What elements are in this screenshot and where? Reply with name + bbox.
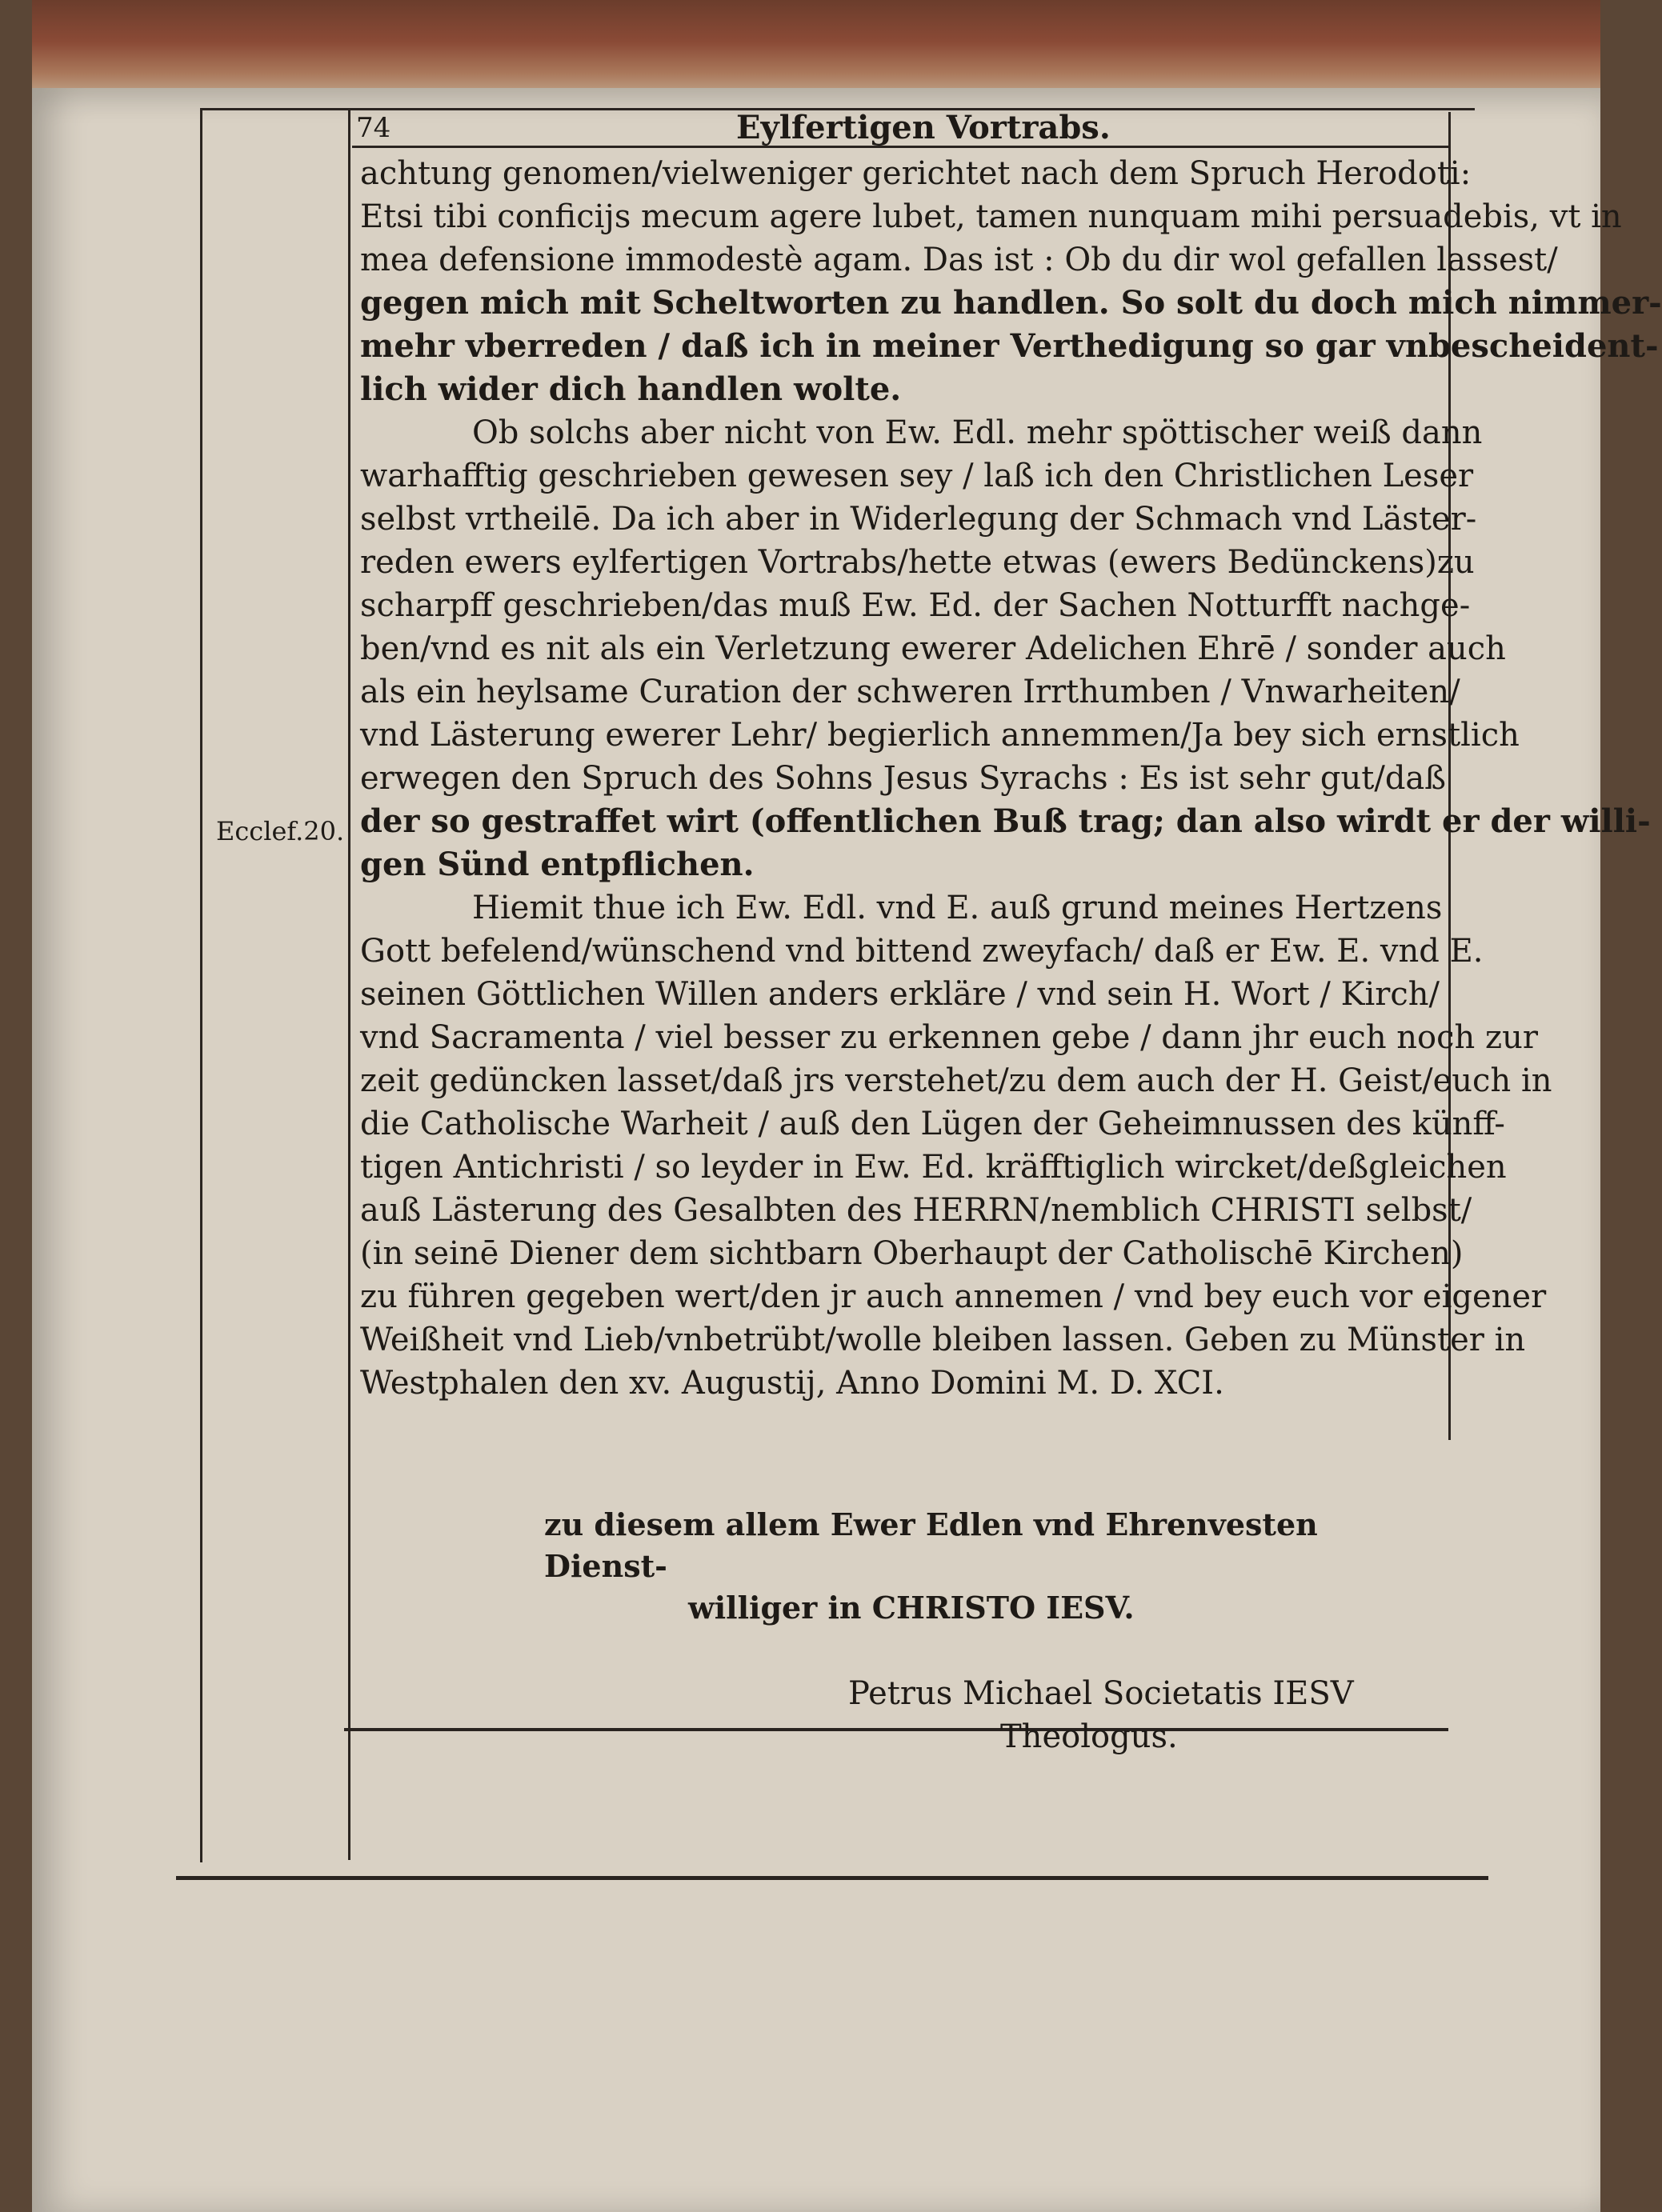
- text-line: Westphalen den xv. Augustij, Anno Domini M. D. XCI.: [360, 1365, 1224, 1402]
- text-line: zeit gedüncken lasset/daß jrs verstehet/zu dem auch der H. Geist/euch in: [360, 1062, 1552, 1099]
- text-line: Hiemit thue ich Ew. Edl. vnd E. auß grund meines Hertzens: [472, 890, 1443, 926]
- text-line: Gott befelend/wünschend vnd bittend zweyfach/ daß er Ew. E. vnd E.: [360, 933, 1484, 970]
- text-line: die Catholische Warheit / auß den Lügen der Geheimnussen des künff-: [360, 1106, 1505, 1142]
- text-line: gegen mich mit Scheltworten zu handlen. So solt du doch mich nimmer-: [360, 284, 1662, 322]
- text-line: Etsi tibi conficijs mecum agere lubet, tamen nunquam mihi persuadebis, vt in: [360, 198, 1622, 235]
- signature-title: Theologus.: [1000, 1718, 1178, 1755]
- margin-rule: [348, 108, 350, 1860]
- closing-formula: [544, 1504, 1424, 1629]
- closing-line: williger in CHRISTO IESV.: [688, 1590, 1135, 1626]
- body-text: [360, 152, 1662, 1405]
- text-line: mea defensione immodestè agam. Das ist : Ob du dir wol gefallen lassest/: [360, 242, 1558, 278]
- text-line: zu führen gegeben wert/den jr auch annemen / vnd bey euch vor eigener: [360, 1278, 1547, 1315]
- text-line: selbst vrtheilē. Da ich aber in Widerlegung der Schmach vnd Läster-: [360, 501, 1477, 538]
- outer-bottom-rule: [176, 1876, 1488, 1880]
- text-line: erwegen den Spruch des Sohns Jesus Syrachs : Es ist sehr gut/daß: [360, 760, 1446, 797]
- text-line: vnd Sacramenta / viel besser zu erkennen gebe / dann jhr euch noch zur: [360, 1019, 1538, 1056]
- text-line: seinen Göttlichen Willen anders erkläre / vnd sein H. Wort / Kirch/: [360, 976, 1440, 1013]
- text-line: gen Sünd entpflichen.: [360, 846, 755, 883]
- margin-note: Ecclef.20.: [216, 816, 345, 846]
- text-line: der so gestraffet wirt (offentlichen Buß trag; dan also wirdt er der willi-: [360, 802, 1651, 840]
- text-line: auß Lästerung des Gesalbten des HERRN/nemblich CHRISTI selbst/: [360, 1192, 1472, 1229]
- signature: [848, 1672, 1354, 1758]
- text-line: scharpff geschrieben/das muß Ew. Ed. der Sachen Notturfft nachge-: [360, 587, 1471, 624]
- text-line: vnd Lästerung ewerer Lehr/ begierlich annemmen/Ja bey sich ernstlich: [360, 717, 1520, 754]
- signature-name: Petrus Michael Societatis IESV: [848, 1675, 1354, 1712]
- closing-line: zu diesem allem Ewer Edlen vnd Ehrenvesten Dienst-: [544, 1506, 1318, 1584]
- running-title: Eylfertigen Vortrabs.: [736, 109, 1111, 146]
- text-line: achtung genomen/vielweniger gerichtet nach dem Spruch Herodoti:: [360, 155, 1472, 192]
- text-line: ben/vnd es nit als ein Verletzung ewerer Adelichen Ehrē / sonder auch: [360, 630, 1506, 667]
- text-line: reden ewers eylfertigen Vortrabs/hette etwas (ewers Bedünckens)zu: [360, 544, 1475, 581]
- text-line: warhafftig geschrieben gewesen sey / laß ich den Christlichen Leser: [360, 458, 1474, 494]
- text-line: Weißheit vnd Lieb/vnbetrübt/wolle bleiben lassen. Geben zu Münster in: [360, 1322, 1526, 1358]
- text-line: als ein heylsame Curation der schweren Irrthumben / Vnwarheiten/: [360, 674, 1460, 710]
- text-line: mehr vberreden / daß ich in meiner Verthedigung so gar vnbescheident-: [360, 327, 1659, 365]
- text-line: tigen Antichristi / so leyder in Ew. Ed. kräfftiglich wircket/deßgleichen: [360, 1149, 1507, 1186]
- text-line: lich wider dich handlen wolte.: [360, 370, 902, 408]
- text-line: Ob solchs aber nicht von Ew. Edl. mehr spöttischer weiß dann: [472, 414, 1483, 451]
- page-number: 74: [356, 112, 391, 144]
- text-line: (in seinē Diener dem sichtbarn Oberhaupt der Catholischē Kirchen): [360, 1235, 1464, 1272]
